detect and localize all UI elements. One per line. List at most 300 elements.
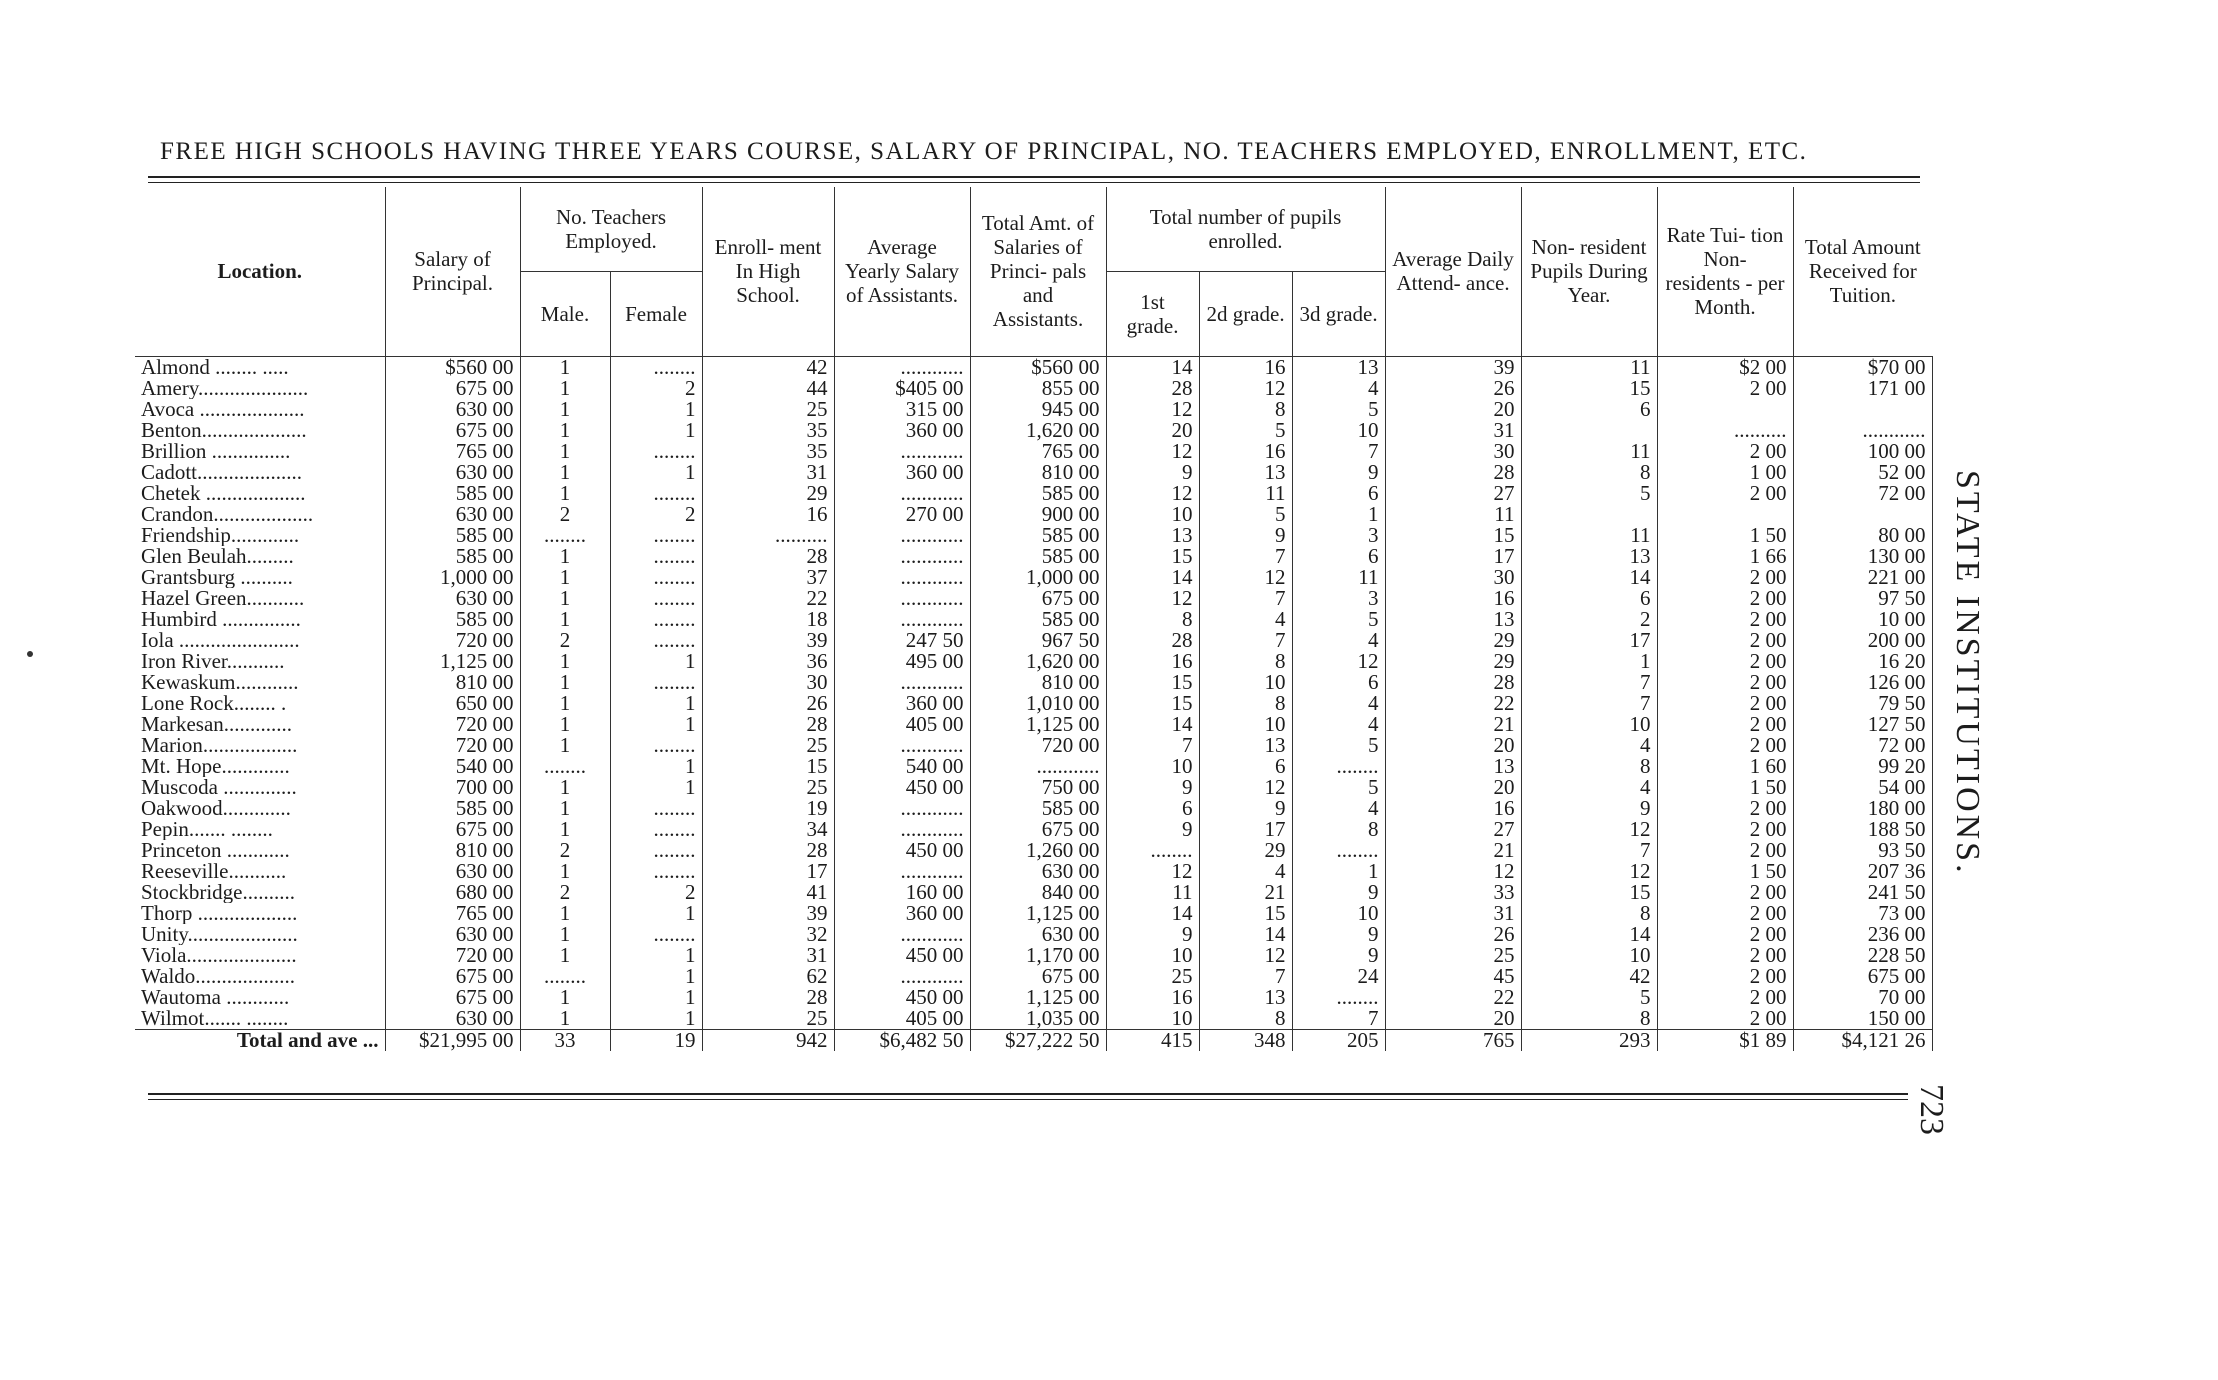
cell-location: Hazel Green........... — [135, 588, 385, 609]
cell-location: Benton.................... — [135, 420, 385, 441]
cell-female: 1 — [610, 987, 702, 1008]
cell-g1: 12 — [1106, 399, 1199, 420]
table-row — [135, 882, 1932, 903]
cell-total: 840 00 — [970, 882, 1106, 903]
cell-g3: 9 — [1292, 882, 1385, 903]
cell-nonres: 15 — [1521, 882, 1657, 903]
cell-attend: 21 — [1385, 714, 1521, 735]
cell-g2: 12 — [1199, 567, 1292, 588]
cell-enroll: 32 — [702, 924, 834, 945]
cell-salary: 675 00 — [385, 987, 520, 1008]
cell-tuition: 97 50 — [1793, 588, 1932, 609]
cell-total: 630 00 — [970, 924, 1106, 945]
cell-g2: 15 — [1199, 903, 1292, 924]
cell-male: 1 — [520, 356, 610, 378]
schools-table — [135, 187, 1933, 1051]
cell-attend: 30 — [1385, 567, 1521, 588]
cell-avg: ............ — [834, 525, 970, 546]
cell-location: Princeton ............ — [135, 840, 385, 861]
cell-enroll: 28 — [702, 840, 834, 861]
cell-female: ........ — [610, 588, 702, 609]
cell-enroll: 17 — [702, 861, 834, 882]
cell-male: 1 — [520, 819, 610, 840]
cell-attend: 20 — [1385, 399, 1521, 420]
cell-g2: 7 — [1199, 588, 1292, 609]
cell-g3: 10 — [1292, 420, 1385, 441]
cell-rate: 2 00 — [1657, 903, 1793, 924]
cell-total: 1,125 00 — [970, 987, 1106, 1008]
cell-nonres: 1 — [1521, 651, 1657, 672]
cell-attend: 20 — [1385, 1008, 1521, 1030]
table-row — [135, 525, 1932, 546]
cell-male: 1 — [520, 441, 610, 462]
cell-female: 1 — [610, 693, 702, 714]
cell-tuition: 228 50 — [1793, 945, 1932, 966]
cell-location: Chetek ................... — [135, 483, 385, 504]
table-row — [135, 861, 1932, 882]
cell-rate: 1 50 — [1657, 861, 1793, 882]
cell-avg: 360 00 — [834, 462, 970, 483]
cell-salary: 680 00 — [385, 882, 520, 903]
cell-female: 1 — [610, 714, 702, 735]
cell-total: 585 00 — [970, 483, 1106, 504]
cell-salary: 700 00 — [385, 777, 520, 798]
cell-tuition: 675 00 — [1793, 966, 1932, 987]
cell-attend: 29 — [1385, 651, 1521, 672]
cell-g3: 8 — [1292, 819, 1385, 840]
cell-enroll: 44 — [702, 378, 834, 399]
cell-g1: 10 — [1106, 756, 1199, 777]
cell-attend: 22 — [1385, 693, 1521, 714]
cell-attend: 16 — [1385, 798, 1521, 819]
cell-g1: 16 — [1106, 987, 1199, 1008]
table-row — [135, 609, 1932, 630]
cell-tuition: 52 00 — [1793, 462, 1932, 483]
cell-g1: 11 — [1106, 882, 1199, 903]
cell-g3: 7 — [1292, 1008, 1385, 1030]
cell-salary: 585 00 — [385, 798, 520, 819]
cell-nonres: 5 — [1521, 483, 1657, 504]
cell-g2: 7 — [1199, 966, 1292, 987]
cell-total: 945 00 — [970, 399, 1106, 420]
cell-g3: 3 — [1292, 588, 1385, 609]
cell-g1: 14 — [1106, 714, 1199, 735]
cell-tuition: 79 50 — [1793, 693, 1932, 714]
cell-female: ........ — [610, 441, 702, 462]
cell-total: 1,170 00 — [970, 945, 1106, 966]
cell-g1: 12 — [1106, 441, 1199, 462]
cell-enroll: .......... — [702, 525, 834, 546]
table-row — [135, 462, 1932, 483]
cell-location: Pepin....... ........ — [135, 819, 385, 840]
cell-nonres: 11 — [1521, 356, 1657, 378]
cell-attend: 26 — [1385, 924, 1521, 945]
table-row — [135, 714, 1932, 735]
cell-enroll: 942 — [702, 1029, 834, 1051]
cell-nonres: 12 — [1521, 819, 1657, 840]
cell-location: Humbird ............... — [135, 609, 385, 630]
cell-g3: 4 — [1292, 378, 1385, 399]
cell-g3: 9 — [1292, 462, 1385, 483]
cell-nonres: 7 — [1521, 693, 1657, 714]
cell-total: 630 00 — [970, 861, 1106, 882]
cell-location: Glen Beulah......... — [135, 546, 385, 567]
cell-rate: 2 00 — [1657, 630, 1793, 651]
cell-total: $560 00 — [970, 356, 1106, 378]
cell-attend: 29 — [1385, 630, 1521, 651]
cell-rate: 2 00 — [1657, 567, 1793, 588]
cell-female: 1 — [610, 903, 702, 924]
cell-rate: 2 00 — [1657, 945, 1793, 966]
cell-nonres: 293 — [1521, 1029, 1657, 1051]
cell-male: 1 — [520, 903, 610, 924]
cell-g1: 9 — [1106, 819, 1199, 840]
cell-tuition — [1793, 399, 1932, 420]
bottom-rule-1 — [148, 1093, 1908, 1095]
cell-nonres — [1521, 420, 1657, 441]
cell-avg: ............ — [834, 483, 970, 504]
cell-rate: 2 00 — [1657, 840, 1793, 861]
cell-rate: 2 00 — [1657, 588, 1793, 609]
header-grade1: 1st grade. — [1106, 271, 1199, 356]
cell-rate: 2 00 — [1657, 714, 1793, 735]
cell-total: 1,000 00 — [970, 567, 1106, 588]
cell-g1: 14 — [1106, 903, 1199, 924]
cell-g2: 14 — [1199, 924, 1292, 945]
cell-enroll: 31 — [702, 945, 834, 966]
cell-tuition: ............ — [1793, 420, 1932, 441]
cell-nonres: 8 — [1521, 462, 1657, 483]
cell-rate: $1 89 — [1657, 1029, 1793, 1051]
cell-attend: 16 — [1385, 588, 1521, 609]
cell-salary: 630 00 — [385, 924, 520, 945]
cell-nonres: 4 — [1521, 735, 1657, 756]
header-male: Male. — [520, 271, 610, 356]
cell-g1: 9 — [1106, 462, 1199, 483]
cell-attend: 27 — [1385, 483, 1521, 504]
cell-location: Amery..................... — [135, 378, 385, 399]
cell-avg: ............ — [834, 609, 970, 630]
cell-attend: 30 — [1385, 441, 1521, 462]
cell-male: 1 — [520, 1008, 610, 1030]
cell-tuition: 130 00 — [1793, 546, 1932, 567]
cell-g1: 9 — [1106, 777, 1199, 798]
cell-location: Total and ave ... — [135, 1029, 385, 1051]
cell-female: 1 — [610, 420, 702, 441]
cell-g1: 10 — [1106, 945, 1199, 966]
cell-tuition: 54 00 — [1793, 777, 1932, 798]
cell-nonres: 14 — [1521, 924, 1657, 945]
cell-g1: 28 — [1106, 630, 1199, 651]
cell-avg: 360 00 — [834, 420, 970, 441]
cell-salary: 630 00 — [385, 399, 520, 420]
cell-location: Almond ........ ..... — [135, 356, 385, 378]
cell-tuition: 150 00 — [1793, 1008, 1932, 1030]
cell-salary: 585 00 — [385, 546, 520, 567]
cell-location: Unity..................... — [135, 924, 385, 945]
cell-avg: 450 00 — [834, 777, 970, 798]
cell-attend: 20 — [1385, 735, 1521, 756]
cell-g3: 5 — [1292, 777, 1385, 798]
cell-tuition: 200 00 — [1793, 630, 1932, 651]
cell-g3: 5 — [1292, 399, 1385, 420]
cell-g3: 4 — [1292, 630, 1385, 651]
cell-nonres: 12 — [1521, 861, 1657, 882]
cell-location: Kewaskum............ — [135, 672, 385, 693]
header-avg-salary: Average Yearly Salary of Assistants. — [834, 187, 970, 356]
cell-tuition: 180 00 — [1793, 798, 1932, 819]
cell-rate — [1657, 399, 1793, 420]
cell-rate: 2 00 — [1657, 378, 1793, 399]
cell-nonres: 11 — [1521, 525, 1657, 546]
cell-avg: 247 50 — [834, 630, 970, 651]
cell-g2: 10 — [1199, 714, 1292, 735]
cell-location: Grantsburg .......... — [135, 567, 385, 588]
cell-salary: 675 00 — [385, 966, 520, 987]
cell-attend: 20 — [1385, 777, 1521, 798]
cell-total: 585 00 — [970, 798, 1106, 819]
cell-g2: 10 — [1199, 672, 1292, 693]
cell-attend: 13 — [1385, 609, 1521, 630]
header-teachers: No. Teachers Employed. — [520, 187, 702, 271]
cell-g1: ........ — [1106, 840, 1199, 861]
cell-enroll: 35 — [702, 420, 834, 441]
cell-male: 1 — [520, 735, 610, 756]
cell-g1: 16 — [1106, 651, 1199, 672]
cell-g2: 21 — [1199, 882, 1292, 903]
cell-attend: 39 — [1385, 356, 1521, 378]
cell-female: 1 — [610, 399, 702, 420]
cell-male: 1 — [520, 378, 610, 399]
cell-avg: 315 00 — [834, 399, 970, 420]
cell-tuition: 221 00 — [1793, 567, 1932, 588]
cell-g3: 5 — [1292, 735, 1385, 756]
cell-rate: 1 00 — [1657, 462, 1793, 483]
table-row — [135, 987, 1932, 1008]
cell-g3: 1 — [1292, 861, 1385, 882]
table-row — [135, 651, 1932, 672]
cell-tuition: 171 00 — [1793, 378, 1932, 399]
cell-rate: 2 00 — [1657, 924, 1793, 945]
cell-location: Stockbridge.......... — [135, 882, 385, 903]
side-heading: STATE INSTITUTIONS. — [1949, 470, 1986, 876]
cell-location: Brillion ............... — [135, 441, 385, 462]
cell-g1: 415 — [1106, 1029, 1199, 1051]
cell-avg: ............ — [834, 861, 970, 882]
cell-female: 19 — [610, 1029, 702, 1051]
cell-rate: 2 00 — [1657, 483, 1793, 504]
cell-tuition: $70 00 — [1793, 356, 1932, 378]
table-row — [135, 588, 1932, 609]
cell-location: Friendship............. — [135, 525, 385, 546]
cell-tuition: 241 50 — [1793, 882, 1932, 903]
cell-g1: 8 — [1106, 609, 1199, 630]
cell-g2: 6 — [1199, 756, 1292, 777]
cell-salary: 630 00 — [385, 588, 520, 609]
cell-female: ........ — [610, 840, 702, 861]
cell-g3: ........ — [1292, 987, 1385, 1008]
cell-g3: 9 — [1292, 924, 1385, 945]
cell-nonres: 2 — [1521, 609, 1657, 630]
cell-enroll: 22 — [702, 588, 834, 609]
cell-g1: 13 — [1106, 525, 1199, 546]
cell-male: 1 — [520, 693, 610, 714]
cell-g3: 5 — [1292, 609, 1385, 630]
cell-total: 1,125 00 — [970, 903, 1106, 924]
table-row — [135, 903, 1932, 924]
cell-enroll: 62 — [702, 966, 834, 987]
cell-male: 1 — [520, 462, 610, 483]
cell-g3: ........ — [1292, 756, 1385, 777]
cell-avg: ............ — [834, 441, 970, 462]
cell-female: ........ — [610, 798, 702, 819]
cell-tuition: 207 36 — [1793, 861, 1932, 882]
header-total-salaries: Total Amt. of Salaries of Princi- pals and Assistants. — [970, 187, 1106, 356]
cell-tuition: 16 20 — [1793, 651, 1932, 672]
cell-enroll: 28 — [702, 987, 834, 1008]
cell-enroll: 18 — [702, 609, 834, 630]
cell-male: 1 — [520, 546, 610, 567]
cell-location: Iola ....................... — [135, 630, 385, 651]
cell-avg: ............ — [834, 356, 970, 378]
table-row — [135, 630, 1932, 651]
cell-location: Wilmot....... ........ — [135, 1008, 385, 1030]
cell-male: 1 — [520, 924, 610, 945]
table-row — [135, 756, 1932, 777]
cell-rate: 2 00 — [1657, 672, 1793, 693]
table-row — [135, 567, 1932, 588]
top-rule-2 — [148, 182, 1920, 183]
cell-salary: 630 00 — [385, 504, 520, 525]
cell-attend: 15 — [1385, 525, 1521, 546]
cell-g2: 29 — [1199, 840, 1292, 861]
cell-g3: 12 — [1292, 651, 1385, 672]
cell-tuition: 70 00 — [1793, 987, 1932, 1008]
cell-female: 1 — [610, 945, 702, 966]
cell-salary: 585 00 — [385, 525, 520, 546]
header-enrollment: Enroll- ment In High School. — [702, 187, 834, 356]
cell-salary: 810 00 — [385, 840, 520, 861]
cell-avg: 450 00 — [834, 987, 970, 1008]
cell-rate: 2 00 — [1657, 609, 1793, 630]
cell-nonres: 6 — [1521, 588, 1657, 609]
header-salary: Salary of Principal. — [385, 187, 520, 356]
cell-g3: 7 — [1292, 441, 1385, 462]
cell-enroll: 36 — [702, 651, 834, 672]
cell-avg: 450 00 — [834, 945, 970, 966]
cell-enroll: 39 — [702, 903, 834, 924]
cell-total: ............ — [970, 756, 1106, 777]
cell-location: Waldo................... — [135, 966, 385, 987]
cell-g3: 9 — [1292, 945, 1385, 966]
cell-nonres: 17 — [1521, 630, 1657, 651]
cell-total: 1,125 00 — [970, 714, 1106, 735]
cell-nonres: 10 — [1521, 945, 1657, 966]
cell-rate: 2 00 — [1657, 819, 1793, 840]
cell-salary: 765 00 — [385, 903, 520, 924]
cell-rate: 2 00 — [1657, 882, 1793, 903]
cell-avg: ............ — [834, 588, 970, 609]
cell-g1: 10 — [1106, 504, 1199, 525]
cell-male: 1 — [520, 798, 610, 819]
cell-rate: 1 66 — [1657, 546, 1793, 567]
cell-g3: 4 — [1292, 714, 1385, 735]
cell-enroll: 15 — [702, 756, 834, 777]
cell-nonres: 8 — [1521, 756, 1657, 777]
table-row — [135, 504, 1932, 525]
cell-nonres: 7 — [1521, 840, 1657, 861]
cell-total: 1,010 00 — [970, 693, 1106, 714]
top-rule-1 — [148, 176, 1920, 178]
cell-tuition: $4,121 26 — [1793, 1029, 1932, 1051]
cell-nonres: 14 — [1521, 567, 1657, 588]
cell-g3: 6 — [1292, 546, 1385, 567]
cell-nonres: 6 — [1521, 399, 1657, 420]
cell-nonres: 9 — [1521, 798, 1657, 819]
cell-g3: 205 — [1292, 1029, 1385, 1051]
cell-avg: 270 00 — [834, 504, 970, 525]
cell-avg: ............ — [834, 798, 970, 819]
cell-g2: 12 — [1199, 945, 1292, 966]
cell-rate: 2 00 — [1657, 966, 1793, 987]
table-row — [135, 735, 1932, 756]
cell-attend: 17 — [1385, 546, 1521, 567]
cell-enroll: 41 — [702, 882, 834, 903]
header-grade2: 2d grade. — [1199, 271, 1292, 356]
cell-g2: 16 — [1199, 441, 1292, 462]
cell-enroll: 28 — [702, 546, 834, 567]
cell-tuition: 72 00 — [1793, 483, 1932, 504]
cell-total: 585 00 — [970, 609, 1106, 630]
cell-g3: 6 — [1292, 672, 1385, 693]
cell-male: ........ — [520, 966, 610, 987]
cell-female: 1 — [610, 651, 702, 672]
cell-g2: 4 — [1199, 861, 1292, 882]
table-row — [135, 924, 1932, 945]
cell-attend: 765 — [1385, 1029, 1521, 1051]
cell-avg: ............ — [834, 819, 970, 840]
cell-rate: 2 00 — [1657, 798, 1793, 819]
cell-rate: 2 00 — [1657, 651, 1793, 672]
cell-attend: 21 — [1385, 840, 1521, 861]
cell-g2: 8 — [1199, 693, 1292, 714]
cell-g2: 13 — [1199, 735, 1292, 756]
cell-tuition: 93 50 — [1793, 840, 1932, 861]
cell-female: ........ — [610, 356, 702, 378]
cell-location: Lone Rock........ . — [135, 693, 385, 714]
cell-nonres: 8 — [1521, 1008, 1657, 1030]
cell-nonres: 15 — [1521, 378, 1657, 399]
header-attendance: Average Daily Attend- ance. — [1385, 187, 1521, 356]
cell-male: 1 — [520, 672, 610, 693]
cell-salary: 675 00 — [385, 819, 520, 840]
table-row — [135, 777, 1932, 798]
cell-male: 1 — [520, 987, 610, 1008]
cell-total: 675 00 — [970, 819, 1106, 840]
cell-female: ........ — [610, 567, 702, 588]
cell-rate: .......... — [1657, 420, 1793, 441]
cell-female: 1 — [610, 462, 702, 483]
cell-g3: 4 — [1292, 798, 1385, 819]
cell-total: 1,620 00 — [970, 420, 1106, 441]
cell-avg: ............ — [834, 924, 970, 945]
cell-total: 720 00 — [970, 735, 1106, 756]
cell-rate: 1 50 — [1657, 777, 1793, 798]
cell-total: 810 00 — [970, 462, 1106, 483]
cell-total: 1,620 00 — [970, 651, 1106, 672]
cell-g3: 11 — [1292, 567, 1385, 588]
cell-enroll: 25 — [702, 399, 834, 420]
